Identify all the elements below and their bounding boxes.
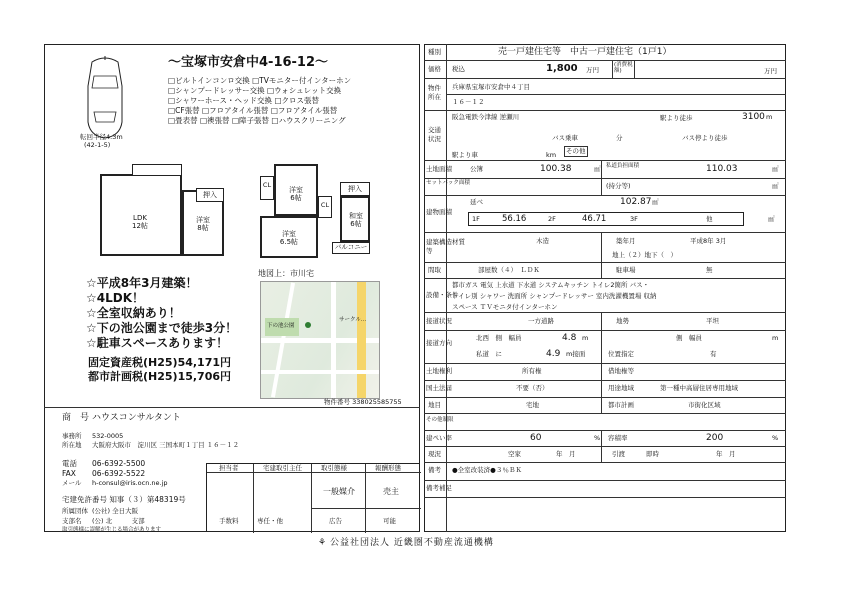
- divider: [424, 462, 786, 463]
- far: 200: [706, 433, 724, 443]
- room-label: 押入: [203, 191, 217, 199]
- land-use: 宅地: [526, 401, 539, 409]
- position-label: 位置指定: [608, 350, 634, 358]
- bus-label: バス乗車: [552, 134, 578, 142]
- national-land-law: 不要（否）: [516, 384, 549, 392]
- highlight: ☆平成8年3月建築！: [86, 276, 198, 290]
- feature-line: □シャワーホース・ヘッド交換 □クロス張替: [168, 96, 320, 105]
- divider: [311, 508, 421, 509]
- highlight: ☆全室収納あり！: [86, 306, 181, 320]
- label-price: 価格: [428, 65, 441, 73]
- equipment-line: トイレ別 シャワー 洗面所 シャンプードレッサー 室内洗濯機置場 収納: [452, 292, 657, 300]
- room-label: 洋室 8帖: [196, 216, 210, 233]
- label-law: 国土法届: [426, 384, 452, 392]
- office-label: 事務所: [62, 432, 82, 440]
- consumption-label: (消費税額): [614, 62, 633, 74]
- branch-label: 支部名: [62, 517, 82, 525]
- land-right: 所有権: [522, 367, 542, 375]
- floors: 地上（２）地下（ ）: [612, 251, 677, 259]
- divider: [424, 60, 786, 61]
- handover-date: 年 月: [716, 450, 736, 458]
- floor-plan: [92, 162, 410, 272]
- equipment-line: 都市ガス 電気 上水道 下水道 システムキッチン トイレ2箇所 バス・: [452, 281, 650, 289]
- divider: [424, 232, 786, 233]
- staff-cell: 専任・他: [257, 517, 283, 525]
- zone: 第一種中高層住居専用地域: [660, 384, 738, 392]
- tax-line: 都市計画税(H25)15,706円: [88, 370, 232, 383]
- map-label: 地図上：市川宅: [258, 269, 314, 278]
- status: 空家: [508, 450, 521, 458]
- organization-logo: ⚘: [318, 538, 327, 548]
- divider: [424, 195, 786, 196]
- divider: [424, 363, 786, 364]
- map[interactable]: [260, 281, 380, 399]
- map-pin-icon: [305, 322, 311, 328]
- layout: 部屋数（４） ＬＤＫ: [478, 266, 540, 274]
- room-label: CL: [262, 181, 272, 189]
- road2-unit: m: [772, 334, 779, 342]
- other-transport: その他: [566, 147, 586, 155]
- total-unit: ㎡: [652, 198, 659, 206]
- room-label: 押入: [348, 185, 362, 193]
- road-contact-unit: m接面: [566, 350, 586, 358]
- label-equip: 設備・条件: [426, 291, 459, 299]
- divider: [424, 330, 786, 331]
- location-line2: １６－１２: [452, 98, 485, 106]
- branch: (公) 北 支部: [92, 517, 145, 525]
- other-area-label: 他: [706, 215, 713, 223]
- parking-label: 駐車場: [616, 266, 636, 274]
- total-label: 延べ: [470, 198, 483, 206]
- highlights: [86, 276, 237, 351]
- divider: [424, 397, 786, 398]
- label-access: 接道状況: [426, 317, 452, 325]
- built: 平成8年 3月: [690, 237, 727, 245]
- postal-code: 532-0005: [92, 432, 124, 440]
- room-label: 洋室 6帖: [289, 186, 303, 203]
- room-label: 和室 6帖: [349, 212, 363, 229]
- divider: [601, 312, 602, 413]
- divider: [634, 60, 635, 78]
- divider: [612, 60, 613, 78]
- price-unit: 万円: [586, 66, 599, 74]
- assoc: (公社) 全日大阪: [92, 507, 139, 515]
- road-type: 私道 に: [476, 350, 502, 358]
- mail-label: メール: [62, 479, 82, 487]
- private-road-unit: ㎡: [772, 165, 779, 173]
- walk-label: 駅より徒歩: [660, 114, 693, 122]
- feature-line: □CF張替 □フロアタイル張替 □フロアタイル張替: [168, 106, 338, 115]
- disclaimer: 取引態様に誤解が生じる場合があります: [62, 527, 162, 533]
- total-area: 102.87: [620, 197, 652, 207]
- road1-unit: m: [582, 334, 589, 342]
- feature-line: □シャンプードレッサー交換 □ウォシュレット交換: [168, 86, 342, 95]
- room-label: バルコニー: [334, 243, 368, 251]
- terrain-label: 地勢: [616, 317, 629, 325]
- staff-cell: 手数料: [219, 517, 239, 525]
- footer-organization: 公益社団法人 近畿圏不動産流通機構: [330, 538, 494, 548]
- divider: [601, 160, 602, 195]
- parking: 無: [706, 266, 713, 274]
- tax-line: 固定資産税(H25)54,171円: [88, 356, 232, 369]
- far-unit: %: [772, 434, 779, 442]
- staff-cell: 広告: [329, 517, 342, 525]
- map-place-label: サークル...: [339, 317, 367, 323]
- f2-label: 2F: [548, 215, 556, 223]
- label-road: 接道方向: [426, 339, 452, 347]
- staff-cell: 売主: [383, 487, 399, 496]
- highlight: ☆下の池公園まで徒歩3分！: [86, 321, 238, 335]
- address-label: 所在地: [62, 441, 82, 449]
- city-plan: 市街化区域: [688, 401, 721, 409]
- bus-unit: 分: [616, 134, 623, 142]
- divider: [424, 446, 786, 447]
- divider: [446, 44, 447, 532]
- built-label: 築年月: [616, 237, 636, 245]
- divider: [424, 262, 786, 263]
- tel-label: 電話: [62, 459, 77, 468]
- label-building: 建物面積: [426, 208, 452, 216]
- divider: [424, 178, 786, 179]
- f1-label: 1F: [472, 215, 480, 223]
- location-line1: 兵庫県宝塚市安倉中４丁目: [452, 83, 530, 91]
- other-area-unit: ㎡: [768, 215, 775, 223]
- staff-header: 担当者: [219, 464, 239, 472]
- divider: [424, 480, 786, 481]
- room-label: CL: [320, 201, 330, 209]
- label-remarks: 備考: [428, 466, 441, 474]
- staff-header: 宅建取引主任: [263, 464, 302, 472]
- divider: [424, 78, 786, 79]
- property-kind: 売一戸建住宅等 中古一戸建住宅（1戸1）: [498, 47, 672, 57]
- walk-unit: m: [766, 113, 773, 121]
- feature-line: □ビルトインコンロ交換 □TVモニター付インターホン: [168, 76, 352, 85]
- share-label: (持分等): [606, 182, 631, 190]
- f3-label: 3F: [630, 215, 638, 223]
- divider: [424, 413, 786, 414]
- car-icon: [72, 52, 138, 144]
- highlight: ☆駐車スペースあります！: [86, 336, 229, 350]
- room-label: 洋室 6.5帖: [279, 230, 299, 247]
- price: 1,800: [546, 63, 578, 74]
- license: 宅建免許番号 知事（３）第48319号: [62, 495, 186, 504]
- features-list: [168, 76, 351, 126]
- terrain: 平坦: [706, 317, 719, 325]
- feature-line: □畳表替 □襖張替 □障子張替 □ハウスクリーニング: [168, 116, 346, 125]
- label-kind: 種別: [428, 48, 441, 56]
- position: 有: [710, 350, 717, 358]
- divider: [207, 472, 421, 473]
- remarks: ●全室改装済●３％ＢＫ: [452, 466, 522, 474]
- label-land: 土地面積: [426, 165, 452, 173]
- consumption-unit: 万円: [764, 67, 777, 75]
- label-right: 土地権利: [426, 367, 452, 375]
- address: 大阪府大阪市 淀川区 三国本町１丁目 １６－１２: [92, 441, 240, 449]
- fax: 06-6392-5522: [92, 469, 146, 478]
- road-contact: 4.9: [546, 349, 561, 359]
- divider: [311, 464, 312, 533]
- private-road-area: 110.03: [706, 164, 738, 174]
- setback-unit: ㎡: [772, 182, 779, 190]
- road1: 北西 側 幅員: [476, 334, 522, 342]
- staff-table: [206, 463, 420, 532]
- km-unit: km: [546, 151, 557, 159]
- staff-cell: 可能: [383, 517, 396, 525]
- label-land-use: 地目: [428, 401, 441, 409]
- label-notes: 備考補足: [426, 484, 452, 492]
- room-label: LDK 12帖: [132, 214, 148, 231]
- label-layout: 間取: [428, 266, 441, 274]
- divider: [424, 430, 786, 431]
- taxes: [88, 356, 231, 384]
- handover: 即時: [646, 450, 659, 458]
- label-other-rest: その他制限: [426, 417, 454, 423]
- label-structure: 建築構造材質等: [426, 238, 465, 255]
- structure: 木造: [536, 237, 549, 245]
- divider: [424, 160, 786, 161]
- divider: [601, 232, 602, 278]
- label-coverage: 建ぺい率: [426, 434, 452, 442]
- zone-label: 用途地域: [608, 384, 634, 392]
- assoc-label: 所属団体: [62, 507, 88, 515]
- private-road-label: 私道負担面積: [606, 163, 640, 169]
- car-turn-radius: 転回半径4.3m: [80, 133, 123, 141]
- tel: 06-6392-5500: [92, 459, 146, 468]
- coverage: 60: [530, 433, 542, 443]
- room-entry: [132, 164, 182, 176]
- road2: 側 幅員: [676, 334, 702, 342]
- walk-distance: 3100: [742, 112, 765, 122]
- land-type: 公簿: [470, 165, 483, 173]
- car-model: (42-1-5): [84, 141, 111, 149]
- mail[interactable]: h-consul@iris.ocn.ne.jp: [92, 479, 168, 487]
- city-plan-label: 都市計画: [608, 401, 634, 409]
- road1-width: 4.8: [562, 333, 577, 343]
- divider: [424, 497, 786, 498]
- access: 一方道路: [528, 317, 554, 325]
- company-name: ハウスコンサルタント: [92, 413, 181, 423]
- company-name-label: 商 号: [62, 413, 90, 423]
- divider: [424, 110, 786, 111]
- label-status: 現況: [428, 450, 441, 458]
- divider: [365, 464, 366, 533]
- f1-area: 56.16: [502, 214, 527, 224]
- staff-header: 報酬形態: [375, 464, 401, 472]
- doc-number: 物件番号 338025585755: [324, 398, 402, 406]
- tenure-label: 借地権等: [608, 367, 634, 375]
- price-prefix: 税込: [452, 65, 465, 73]
- equipment-line: スペース ＴＶモニタ付インターホン: [452, 303, 558, 311]
- station: 阪急電鉄今津線 逆瀬川: [452, 113, 520, 121]
- handover-label: 引渡: [612, 450, 625, 458]
- busstop-label: バス停より徒歩: [682, 134, 728, 142]
- divider: [446, 94, 786, 95]
- fax-label: FAX: [62, 469, 76, 478]
- map-place-label: 下の池公園: [267, 323, 295, 329]
- land-unit: ㎡: [594, 165, 601, 173]
- divider: [44, 407, 420, 408]
- label-location: 物件所在: [428, 84, 441, 101]
- staff-header: 取引態様: [321, 464, 347, 472]
- label-traffic: 交通状況: [428, 126, 441, 143]
- staff-cell: 一般媒介: [323, 487, 355, 496]
- divider: [424, 278, 786, 279]
- coverage-unit: %: [594, 434, 601, 442]
- from-station: 駅より車: [452, 151, 478, 159]
- divider: [253, 464, 254, 533]
- page-title: ～宝塚市安倉中4-16-12～: [168, 55, 329, 70]
- land-area: 100.38: [540, 164, 572, 174]
- far-label: 容積率: [608, 434, 628, 442]
- highlight: ☆4LDK！: [86, 291, 145, 305]
- divider: [424, 312, 786, 313]
- divider: [424, 380, 786, 381]
- f2-area: 46.71: [582, 214, 607, 224]
- label-setback: セットバック面積: [426, 180, 470, 186]
- divider: [601, 430, 602, 462]
- status-date: 年 月: [556, 450, 576, 458]
